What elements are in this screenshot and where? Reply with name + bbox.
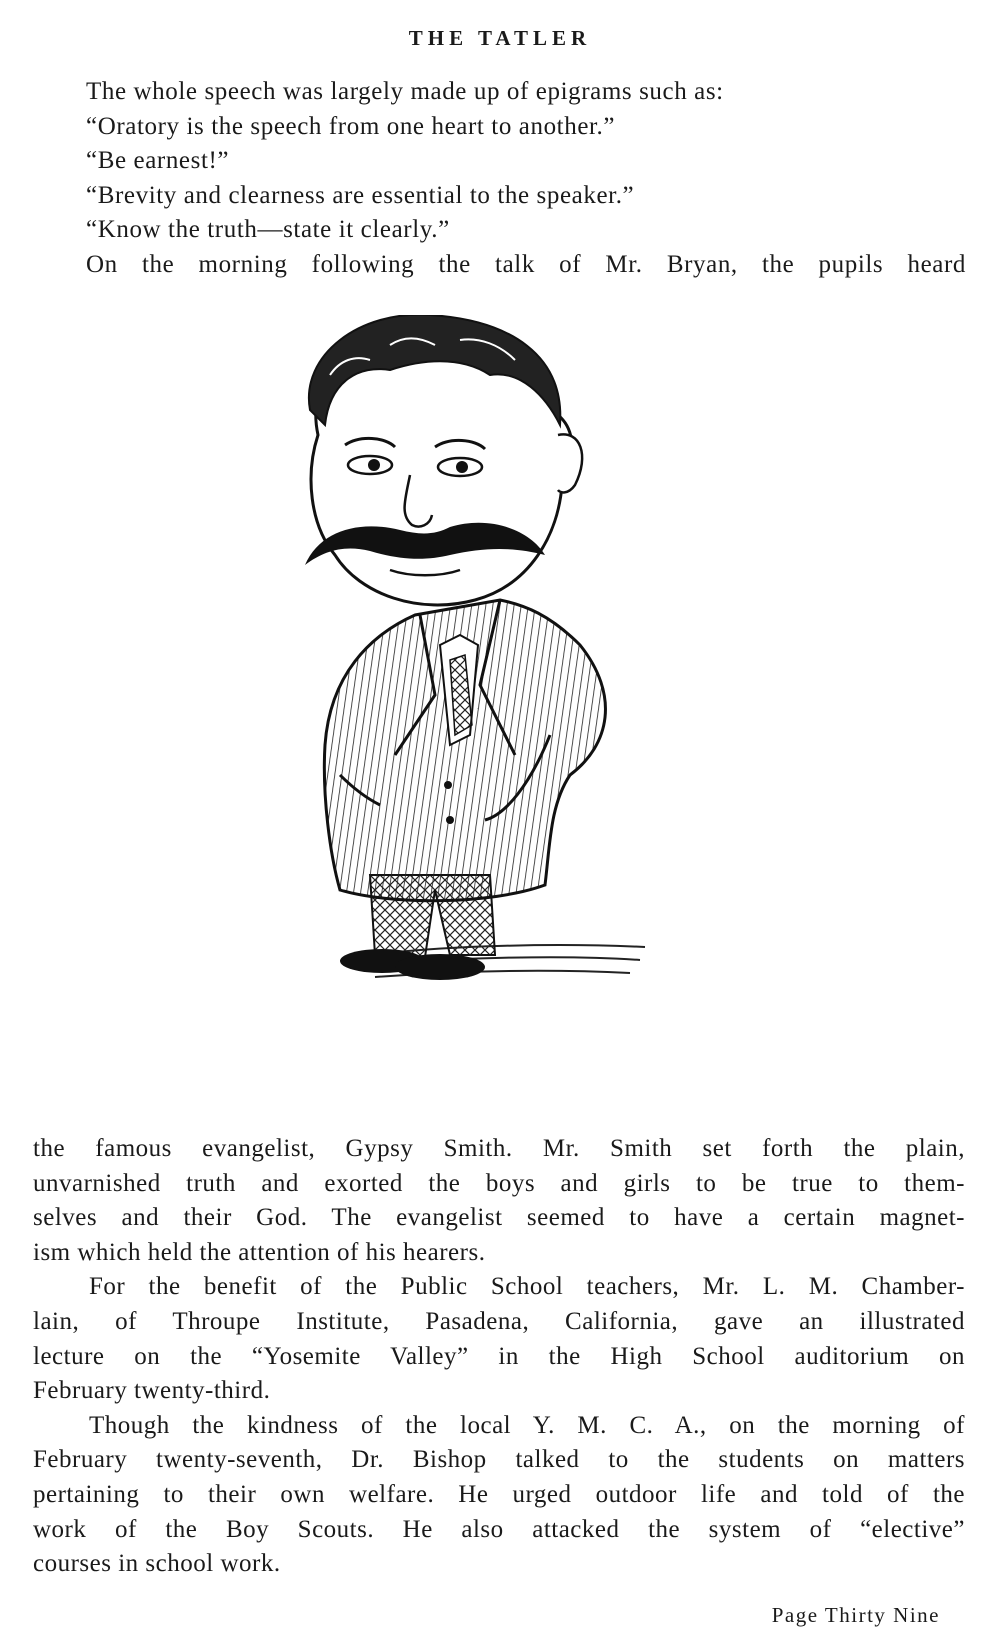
text-line: lecture on the “Yosemite Valley” in the High School auditorium on <box>33 1342 965 1370</box>
text-line: unvarnished truth and exorted the boys and girls to be true to them- <box>33 1169 965 1197</box>
text-line: Though the kindness of the local Y. M. C. A., on the morning of <box>89 1411 965 1439</box>
text-line: pertaining to their own welfare. He urged outdoor life and told of the <box>33 1480 965 1508</box>
text-line: the famous evangelist, Gypsy Smith. Mr. Smith set forth the plain, <box>33 1135 965 1162</box>
epigram-line: “Oratory is the speech from one heart to another.” <box>86 112 616 140</box>
page-number: Page Thirty Nine <box>771 1603 940 1627</box>
paragraph-bishop <box>33 1409 965 1582</box>
suit <box>324 600 605 901</box>
text-line: On the morning following the talk of Mr. Bryan, the pupils heard <box>86 250 966 278</box>
text-line: courses in school work. <box>33 1550 281 1578</box>
paragraph-chamberlain <box>33 1270 965 1408</box>
text-line: February twenty-seventh, Dr. Bishop talked to the students on matters <box>33 1446 965 1474</box>
top-text-block <box>86 75 966 282</box>
text-line: For the benefit of the Public School teachers, Mr. L. M. Chamber- <box>89 1273 965 1301</box>
text-line: February twenty-third. <box>33 1377 271 1405</box>
epigram-line: “Be earnest!” <box>86 147 230 174</box>
text-line: work of the Boy Scouts. He also attacked the system of “elective” <box>33 1515 965 1543</box>
epigram-line: “Know the truth—state it clearly.” <box>86 216 450 243</box>
article-body <box>33 1132 965 1582</box>
text-line: ism which held the attention of his hearers. <box>33 1238 486 1266</box>
paragraph-gypsy-smith <box>33 1132 965 1270</box>
text-line: selves and their God. The evangelist seemed to have a certain magnet- <box>33 1204 965 1232</box>
page-header-title: THE TATLER <box>408 26 592 50</box>
caricature-illustration <box>300 315 700 1095</box>
text-line: The whole speech was largely made up of epigrams such as: <box>86 78 724 105</box>
epigram-line: “Brevity and clearness are essential to the speaker.” <box>86 181 635 209</box>
head <box>305 315 582 605</box>
text-line: lain, of Throupe Institute, Pasadena, California, gave an illustrated <box>33 1307 965 1335</box>
